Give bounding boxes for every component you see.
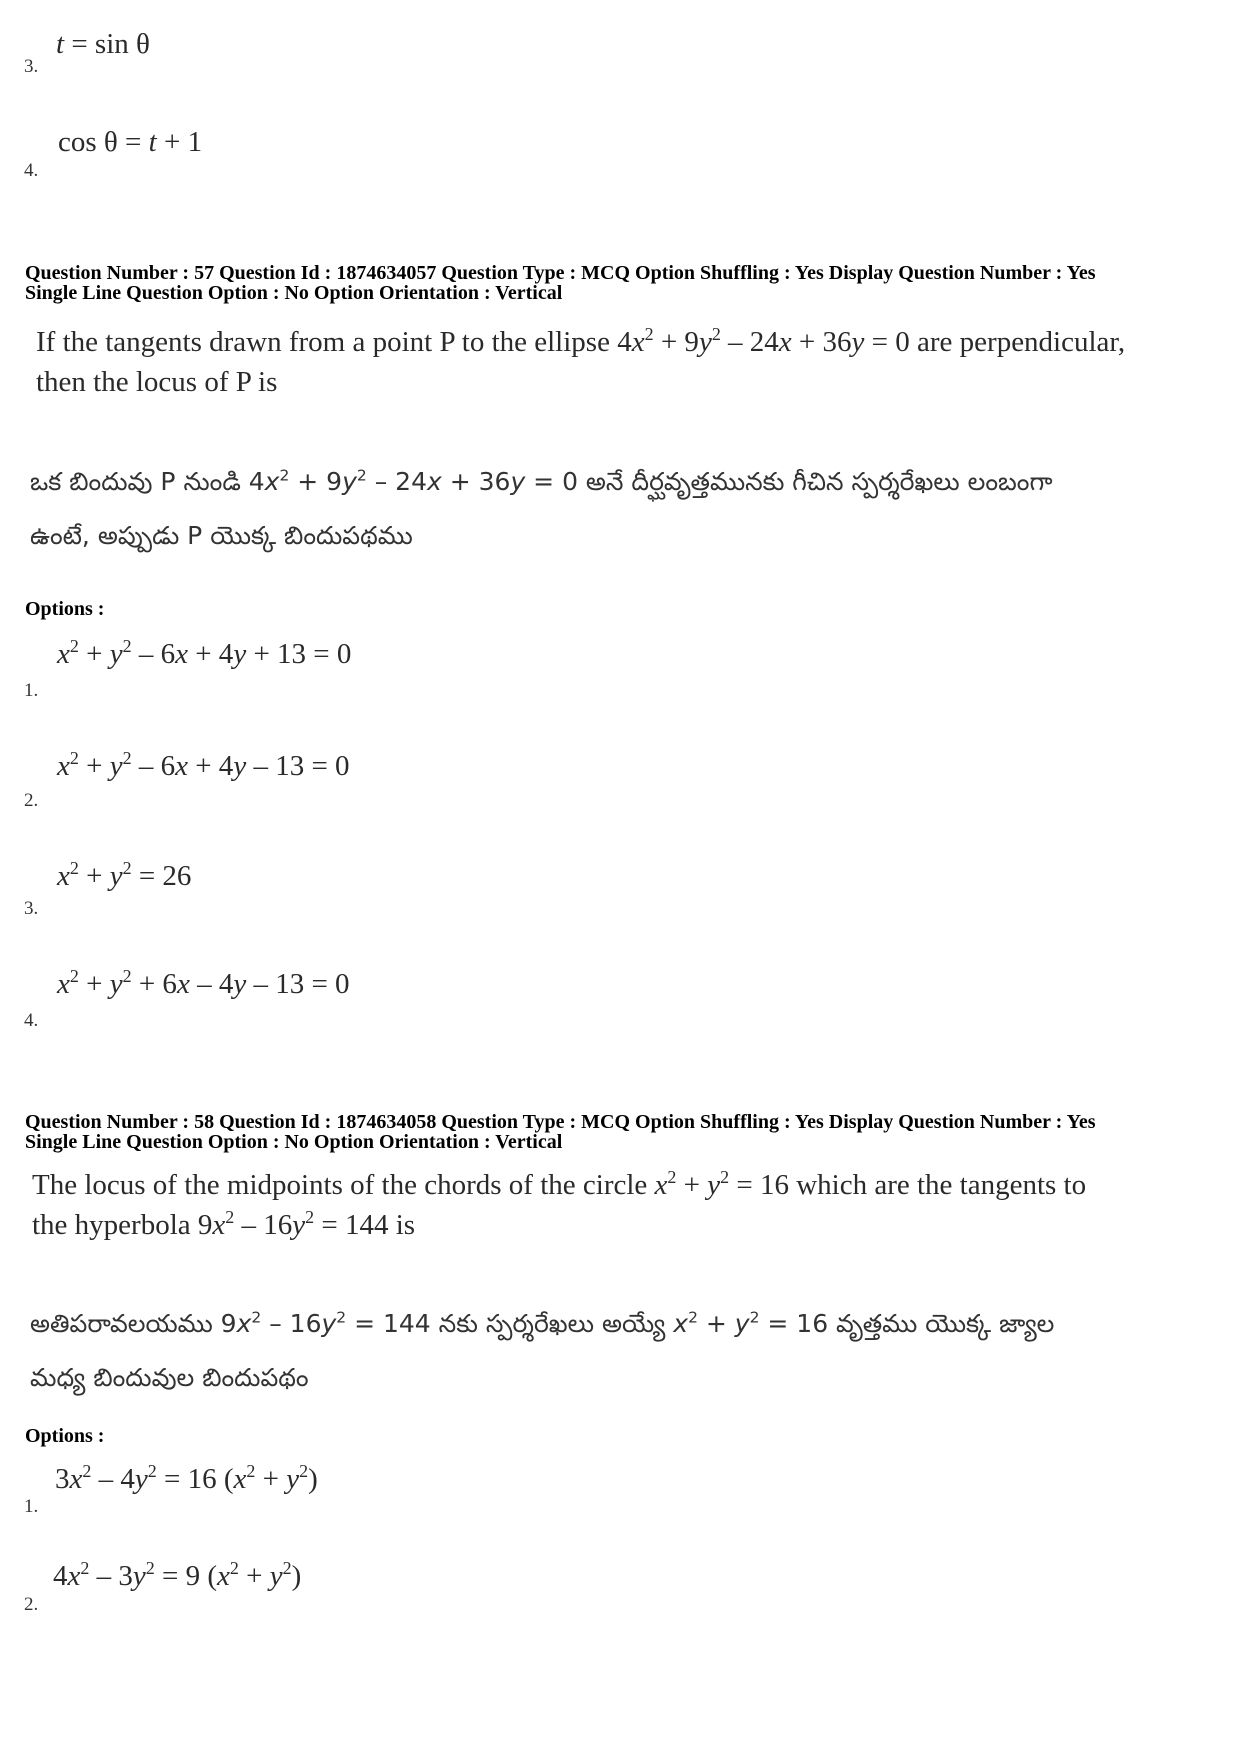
q57-meta-line-1: Question Number : 57 Question Id : 1874634057 Question Type : MCQ Option Shuffling : Yes Display Question Number : Yes (25, 262, 1096, 284)
q58-option-2-text[interactable]: $4x^2 - 3y^2 = 9$ $(x^2 + y^2)$ (53, 1558, 302, 1592)
q57-option-4-number: 4. (24, 1010, 39, 1031)
q57-option-1-number: 1. (24, 680, 39, 701)
q58-option-1-text[interactable]: $3x^2 - 4y^2 = 16$ $(x^2 + y^2)$ (55, 1461, 318, 1495)
q57-option-2-number: 2. (24, 790, 39, 811)
q57-option-2-text[interactable]: $x^2 + y^2 - 6x + 4y - 13 = 0$ (57, 748, 350, 782)
q57-english-line-1: If the tangents drawn from a point P to the ellipse $4x^2 + 9y^2 - 24x + 36y = 0$ are perpendicular, (36, 324, 1126, 358)
prev-option-3-number: 3. (24, 56, 39, 77)
q57-telugu-line-2: ఉంటే, అప్పుడు P యొక్క బిందుపథము (30, 521, 413, 550)
q58-telugu-line-1: అతిపరావలయము $9x^2 - 16y^2 = 144$ నకు స్పర్శరేఖలు అయ్యే $x^2 + y^2 = 16$ వృత్తము యొక్క జ్యాల (30, 1308, 1055, 1338)
q58-option-1-number: 1. (24, 1496, 39, 1517)
q57-options-label: Options : (25, 598, 105, 620)
prev-option-3-text: t = sin θ (56, 28, 150, 60)
q58-meta-line-2: Single Line Question Option : No Option Orientation : Vertical (25, 1131, 563, 1153)
q57-option-1-text[interactable]: $x^2 + y^2 - 6x + 4y + 13 = 0$ (57, 636, 352, 670)
q57-option-3-text[interactable]: $x^2 + y^2 = 26$ (57, 858, 192, 892)
q58-meta-line-1: Question Number : 58 Question Id : 1874634058 Question Type : MCQ Option Shuffling : Yes Display Question Number : Yes (25, 1111, 1096, 1133)
q58-telugu-line-2: మధ్య బిందువుల బిందుపథం (30, 1363, 309, 1392)
q58-english-line-1: The locus of the midpoints of the chords of the circle $x^2 + y^2 = 16$ which are the tangents to (32, 1167, 1087, 1201)
prev-option-4-text: cos θ = t + 1 (58, 126, 203, 158)
q58-option-2-number: 2. (24, 1594, 39, 1615)
q58-english-line-2: the hyperbola $9x^2 - 16y^2 = 144$ is (32, 1207, 416, 1241)
q57-option-3-number: 3. (24, 898, 39, 919)
q57-meta-line-2: Single Line Question Option : No Option Orientation : Vertical (25, 282, 563, 304)
q57-option-4-text[interactable]: $x^2 + y^2 + 6x - 4y - 13 = 0$ (57, 966, 350, 1000)
prev-option-4-number: 4. (24, 160, 39, 181)
q57-english-line-2: then the locus of P is (36, 366, 278, 398)
q57-telugu-line-1: ఒక బిందువు P నుండి $4x^2 + 9y^2 - 24x + 36y = 0$ అనే దీర్ఘవృత్తమునకు గీచిన స్పర్శరేఖలు లంబంగా (30, 466, 1053, 496)
q58-options-label: Options : (25, 1425, 105, 1447)
